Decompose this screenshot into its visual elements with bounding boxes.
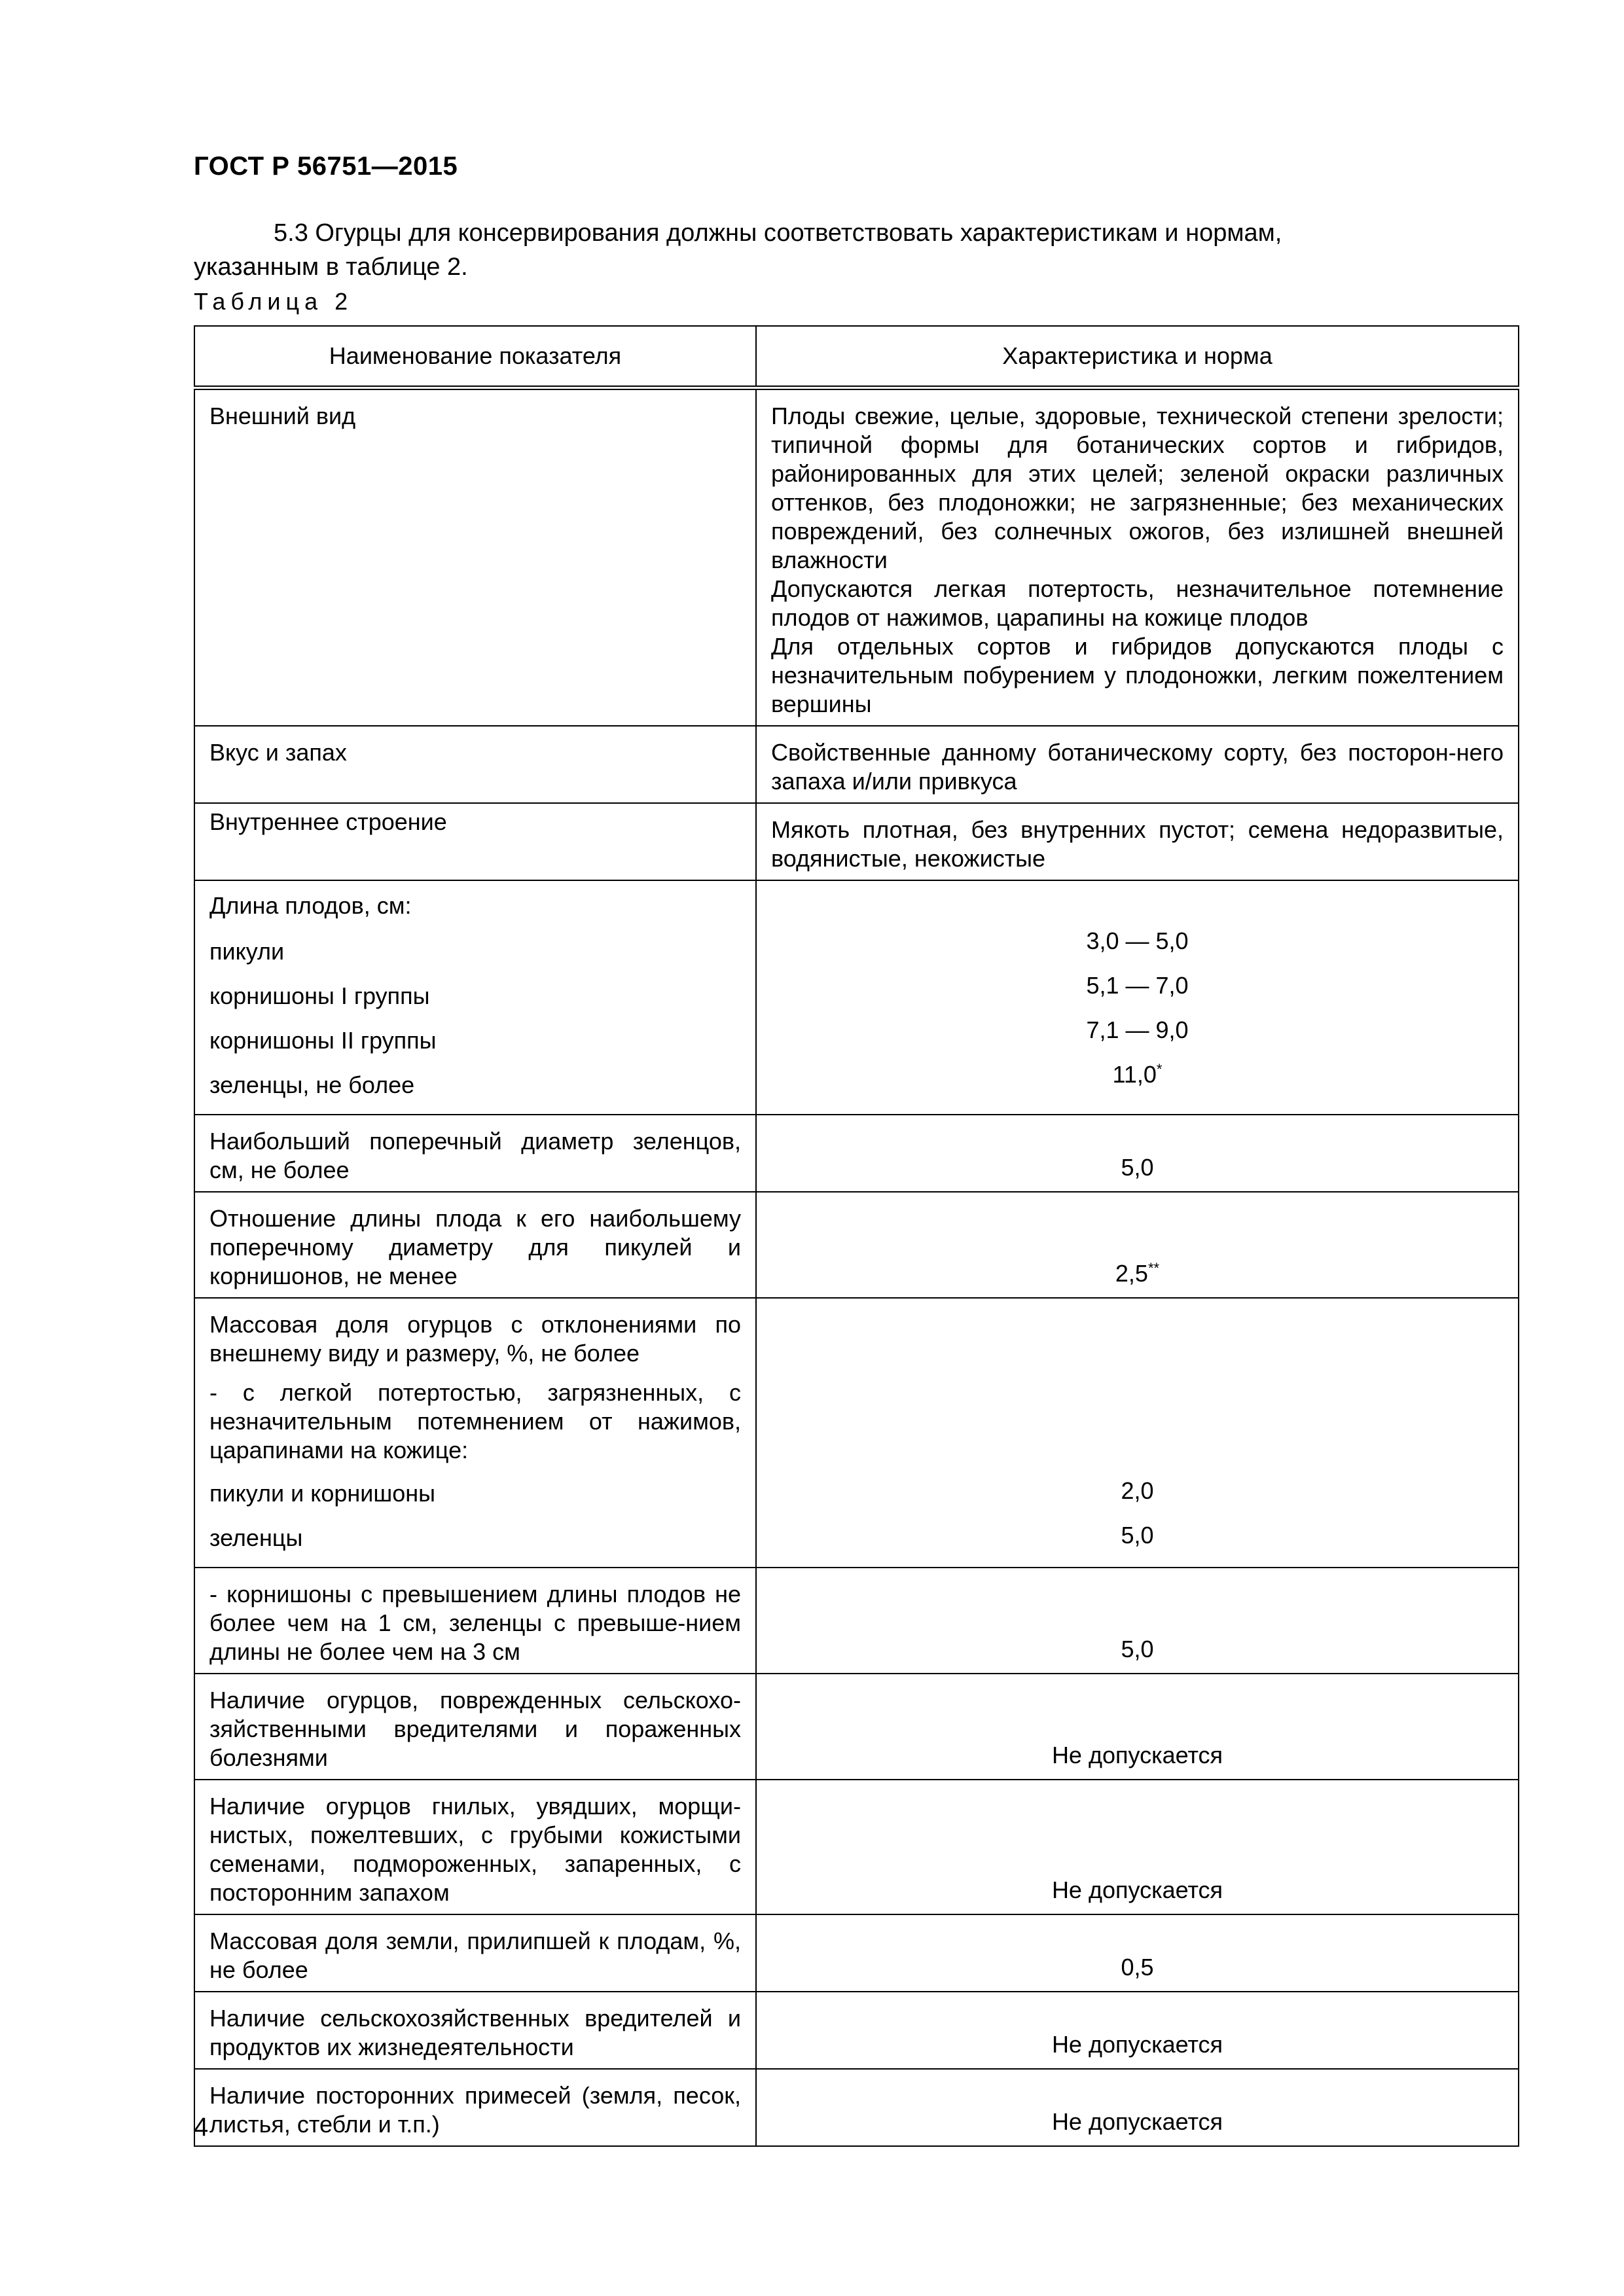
- intro-line-2: указанным в таблице 2.: [194, 253, 468, 281]
- indicator-sublabel: корнишоны I группы: [209, 982, 430, 1009]
- indicator-label: Длина плодов, см:: [209, 892, 412, 919]
- norm-number: 2,5: [1115, 1260, 1148, 1287]
- table-row-pests: [194, 1992, 1519, 2069]
- document-header: ГОСТ Р 56751—2015: [194, 152, 458, 181]
- table-row-diameter: [194, 1115, 1519, 1192]
- indicator-name: [194, 1298, 756, 1568]
- norm-value: Не допускается: [756, 1992, 1519, 2069]
- column-header-indicator: Наименование показателя: [194, 326, 756, 388]
- indicator-name: Наличие огурцов гнилых, увядших, морщи-нистых, пожелтевших, с грубыми кожистыми семенами, подмороженных, запаренных, с посторонним запахом: [194, 1780, 756, 1914]
- norm-value: [756, 1298, 1519, 1568]
- norm-value: [756, 1192, 1519, 1298]
- norm-number: 11,0: [1112, 1061, 1157, 1088]
- indicator-sublabel: зеленцы, не более: [209, 1071, 415, 1098]
- page-number: 4: [194, 2113, 209, 2142]
- indicator-name: - корнишоны с превышением длины плодов не более чем на 1 см, зеленцы с превыше-нием длины не более чем на 3 см: [194, 1568, 756, 1674]
- norm-value: Не допускается: [756, 2069, 1519, 2146]
- table-row-appearance: [194, 388, 1519, 726]
- norm-subvalue: 7,1 — 9,0: [1086, 1016, 1189, 1043]
- indicator-sublabel: пикули и корнишоны: [209, 1480, 436, 1507]
- norm-value: [756, 388, 1519, 726]
- indicator-sublabel: корнишоны II группы: [209, 1027, 437, 1054]
- table-header-row: [194, 326, 1519, 388]
- indicator-name: Наличие огурцов, поврежденных сельскохо-зяйственными вредителями и пораженных болезнями: [194, 1674, 756, 1780]
- indicator-sublabel: пикули: [209, 938, 285, 965]
- norm-value: 0,5: [756, 1914, 1519, 1992]
- norm-value: Не допускается: [756, 1674, 1519, 1780]
- table-row-oversize: [194, 1568, 1519, 1674]
- norm-subvalue: [771, 1052, 1504, 1097]
- indicator-name: Наличие сельскохозяйственных вредителей и продуктов их жизнедеятельности: [194, 1992, 756, 2069]
- table-row-deviation: [194, 1298, 1519, 1568]
- table-row-length: [194, 880, 1519, 1115]
- table-row-ratio: [194, 1192, 1519, 1298]
- indicator-sublabel: - с легкой потертостью, загрязненных, с незначительным потемнением от нажимов, царапинами на кожице:: [209, 1379, 741, 1463]
- norm-paragraph: Для отдельных сортов и гибридов допускаются плоды с незначительным побурением у плодоножки, легким пожелтением вершины: [771, 633, 1504, 717]
- column-header-norm: Характеристика и норма: [756, 326, 1519, 388]
- norm-value: 5,0: [756, 1115, 1519, 1192]
- norm-paragraph: Допускаются легкая потертость, незначительное потемнение плодов от нажимов, царапины на кожице плодов: [771, 575, 1504, 631]
- table-caption: Таблица 2: [194, 288, 353, 315]
- indicator-label: Массовая доля огурцов с отклонениями по внешнему виду и размеру, %, не более: [209, 1311, 741, 1367]
- indicator-sublabel: зеленцы: [209, 1524, 303, 1551]
- norm-paragraph: Плоды свежие, целые, здоровые, технической степени зрелости; типичной формы для ботанических сортов и гибридов, районированных для этих целей; зеленой окраски различных оттенков, без плодоножки; не загрязненные; без механических повреждений, без солнечных ожогов, без излишней внешней влажности: [771, 403, 1504, 573]
- table-row-taste: [194, 726, 1519, 803]
- table-row-soil: [194, 1914, 1519, 1992]
- indicator-name: Внешний вид: [194, 388, 756, 726]
- specification-table: [194, 325, 1519, 2147]
- norm-subvalue: 5,0: [1121, 1522, 1154, 1549]
- footnote-mark: *: [1156, 1061, 1163, 1077]
- norm-value: Свойственные данному ботаническому сорту, без посторон-него запаха и/или привкуса: [756, 726, 1519, 803]
- table-row-rotten: [194, 1780, 1519, 1914]
- table-row-internal: [194, 803, 1519, 880]
- table-row-pests-damage: [194, 1674, 1519, 1780]
- norm-subvalue: 2,0: [1121, 1477, 1154, 1504]
- intro-line-1: 5.3 Огурцы для консервирования должны соответствовать характеристикам и нормам,: [274, 219, 1282, 247]
- norm-value: 5,0: [756, 1568, 1519, 1674]
- indicator-name: [194, 880, 756, 1115]
- norm-value: [756, 880, 1519, 1115]
- norm-value: Мякоть плотная, без внутренних пустот; семена недоразвитые, водянистые, некожистые: [756, 803, 1519, 880]
- indicator-name: Наличие посторонних примесей (земля, песок, листья, стебли и т.п.): [194, 2069, 756, 2146]
- indicator-name: Вкус и запах: [194, 726, 756, 803]
- table-row-impurities: [194, 2069, 1519, 2146]
- indicator-name: Массовая доля земли, прилипшей к плодам, %, не более: [194, 1914, 756, 1992]
- intro-paragraph: [194, 216, 1516, 284]
- norm-subvalue: 3,0 — 5,0: [1086, 927, 1189, 954]
- indicator-name: Наибольший поперечный диаметр зеленцов, см, не более: [194, 1115, 756, 1192]
- norm-value: Не допускается: [756, 1780, 1519, 1914]
- indicator-name: Внутреннее строение: [194, 803, 756, 880]
- indicator-name: Отношение длины плода к его наибольшему поперечному диаметру для пикулей и корнишонов, не менее: [194, 1192, 756, 1298]
- norm-subvalue: 5,1 — 7,0: [1086, 972, 1189, 999]
- footnote-mark: **: [1147, 1260, 1160, 1276]
